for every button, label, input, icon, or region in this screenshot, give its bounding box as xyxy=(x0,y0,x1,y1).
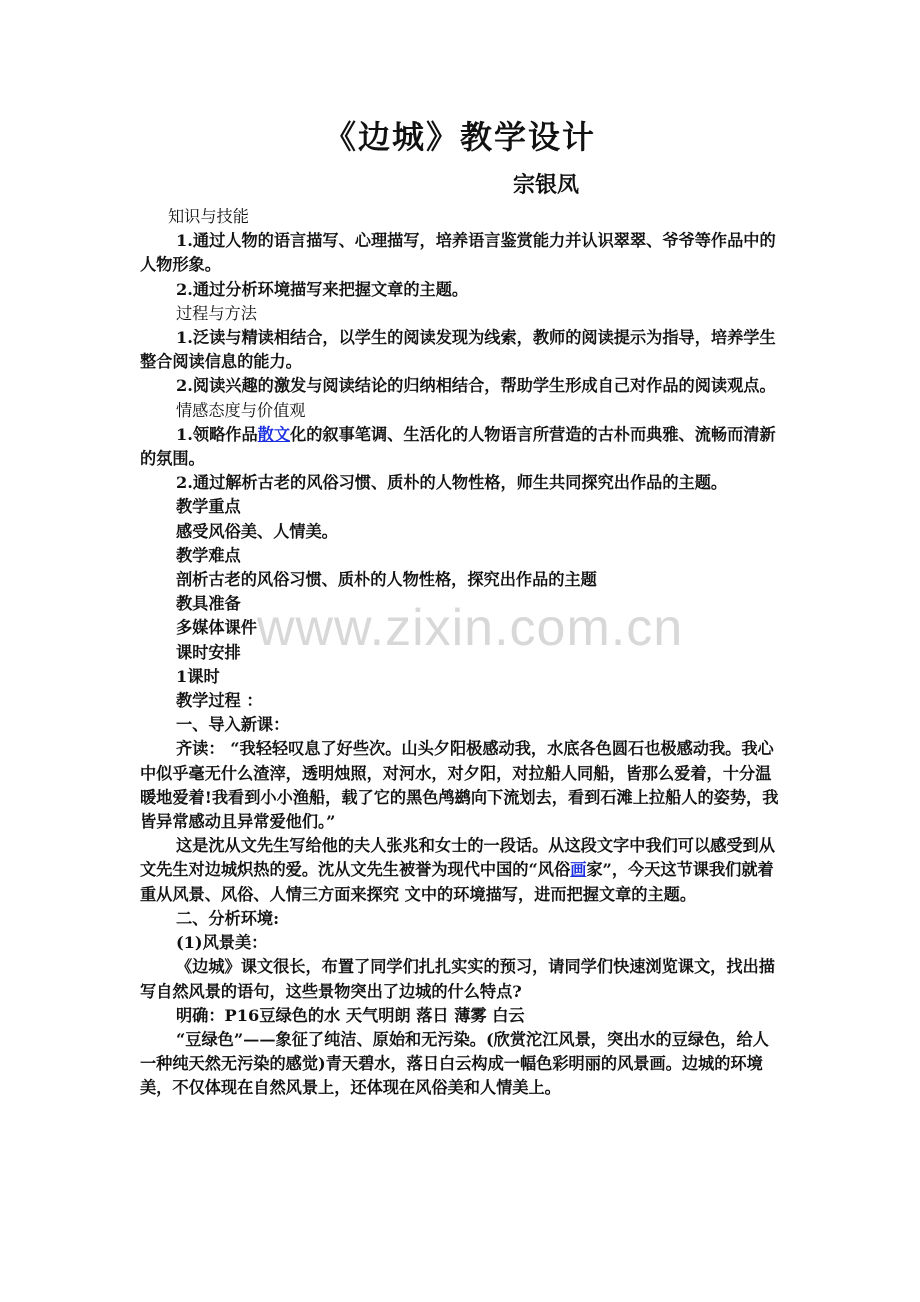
prose-link[interactable]: 散文 xyxy=(257,424,291,444)
tools-text: 多媒体课件 xyxy=(176,618,257,638)
process-heading: 过程与方法 xyxy=(176,303,257,323)
step2-heading: 二、分析环境: xyxy=(176,908,280,928)
knowledge-item-2: 2.通过分析环境描写来把握文章的主题。 xyxy=(176,279,469,299)
painting-link[interactable]: 画 xyxy=(570,860,587,880)
document-body xyxy=(140,205,782,1101)
knowledge-item-1: 1.通过人物的语言描写、心理描写，培养语言鉴赏能力并认识翠翠、爷爷等作品中的人物形象。 xyxy=(140,231,776,275)
intro-paragraph xyxy=(140,834,782,907)
emotion-item-1-pre: 1.领略作品 xyxy=(176,424,258,444)
time-text: 1课时 xyxy=(176,666,220,686)
difficulty-text: 剖析古老的风俗习惯、质朴的人物性格，探究出作品的主题 xyxy=(176,570,597,590)
key-heading: 教学重点 xyxy=(176,497,241,517)
watermark: www.zixin.com.cn xyxy=(256,599,684,657)
tools-heading: 教具准备 xyxy=(176,594,241,614)
process-item-2: 2.阅读兴趣的激发与阅读结论的归纳相结合，帮助学生形成自己对作品的阅读观点。 xyxy=(176,376,776,396)
emotion-item-1 xyxy=(140,423,782,471)
emotion-heading: 情感态度与价值观 xyxy=(176,400,306,420)
scenery-analysis: “豆绿色”——象征了纯洁、原始和无污染。(欣赏沱江风景，突出水的豆绿色，给人一种纯天然无污染的感觉)青天碧水，落日白云构成一幅色彩明丽的风景画。边城的环境美，不仅体现在自然风景上，还体现在风俗美和人情美上。 xyxy=(140,1029,769,1098)
intro-pre: 这是沈从文先生写给他的夫人张兆和女士的一段话。从这段文字中我们可以感受到从文先生对边城炽热的爱。沈从文先生被誉为现代中国的“风俗 xyxy=(140,836,775,880)
scenery-answer: 明确：P16豆绿色的水 天气明朗 落日 薄雾 白云 xyxy=(176,1005,525,1025)
step1-heading: 一、导入新课： xyxy=(176,715,290,735)
emotion-item-1-post: 化的叙事笔调、生活化的人物语言所营造的古朴而典雅、流畅而清新的氛围。 xyxy=(140,424,776,469)
intro-post: 家”，今天这节课我们就着重从风景、风俗、人情三方面来探究 文中的环境描写，进而把握文章的主题。 xyxy=(140,860,774,904)
emotion-item-2: 2.通过解析古老的风俗习惯、质朴的人物性格，师生共同探究出作品的主题。 xyxy=(176,473,728,493)
scenery-heading: (1)风景美： xyxy=(176,933,268,953)
document-title: 《边城》教学设计 xyxy=(323,118,596,156)
procedure-heading: 教学过程 ： xyxy=(176,691,263,711)
time-heading: 课时安排 xyxy=(176,642,241,662)
key-text: 感受风俗美、人情美。 xyxy=(176,521,338,541)
knowledge-heading: 知识与技能 xyxy=(168,207,249,226)
author-name: 宗银凤 xyxy=(512,172,579,198)
process-item-1: 1.泛读与精读相结合，以学生的阅读发现为线索，教师的阅读提示为指导，培养学生整合阅读信息的能力。 xyxy=(140,328,776,372)
quote-paragraph: 齐读： “我轻轻叹息了好些次。山头夕阳极感动我，水底各色圆石也极感动我。我心中似乎毫无什么渣滓，透明烛照，对河水，对夕阳，对拉船人同船，皆那么爱着，十分温暖地爱着!我看到小小渔船，载了它的黑色鸬鹚向下流划去，看到石滩上拉船人的姿势，我皆异常感动且异常爱他们。” xyxy=(140,739,779,832)
scenery-task: 《边城》课文很长，布置了同学们扎扎实实的预习，请同学们快速浏览课文，找出描写自然风景的语句，这些景物突出了边城的什么特点? xyxy=(140,957,775,1001)
difficulty-heading: 教学难点 xyxy=(176,545,241,565)
